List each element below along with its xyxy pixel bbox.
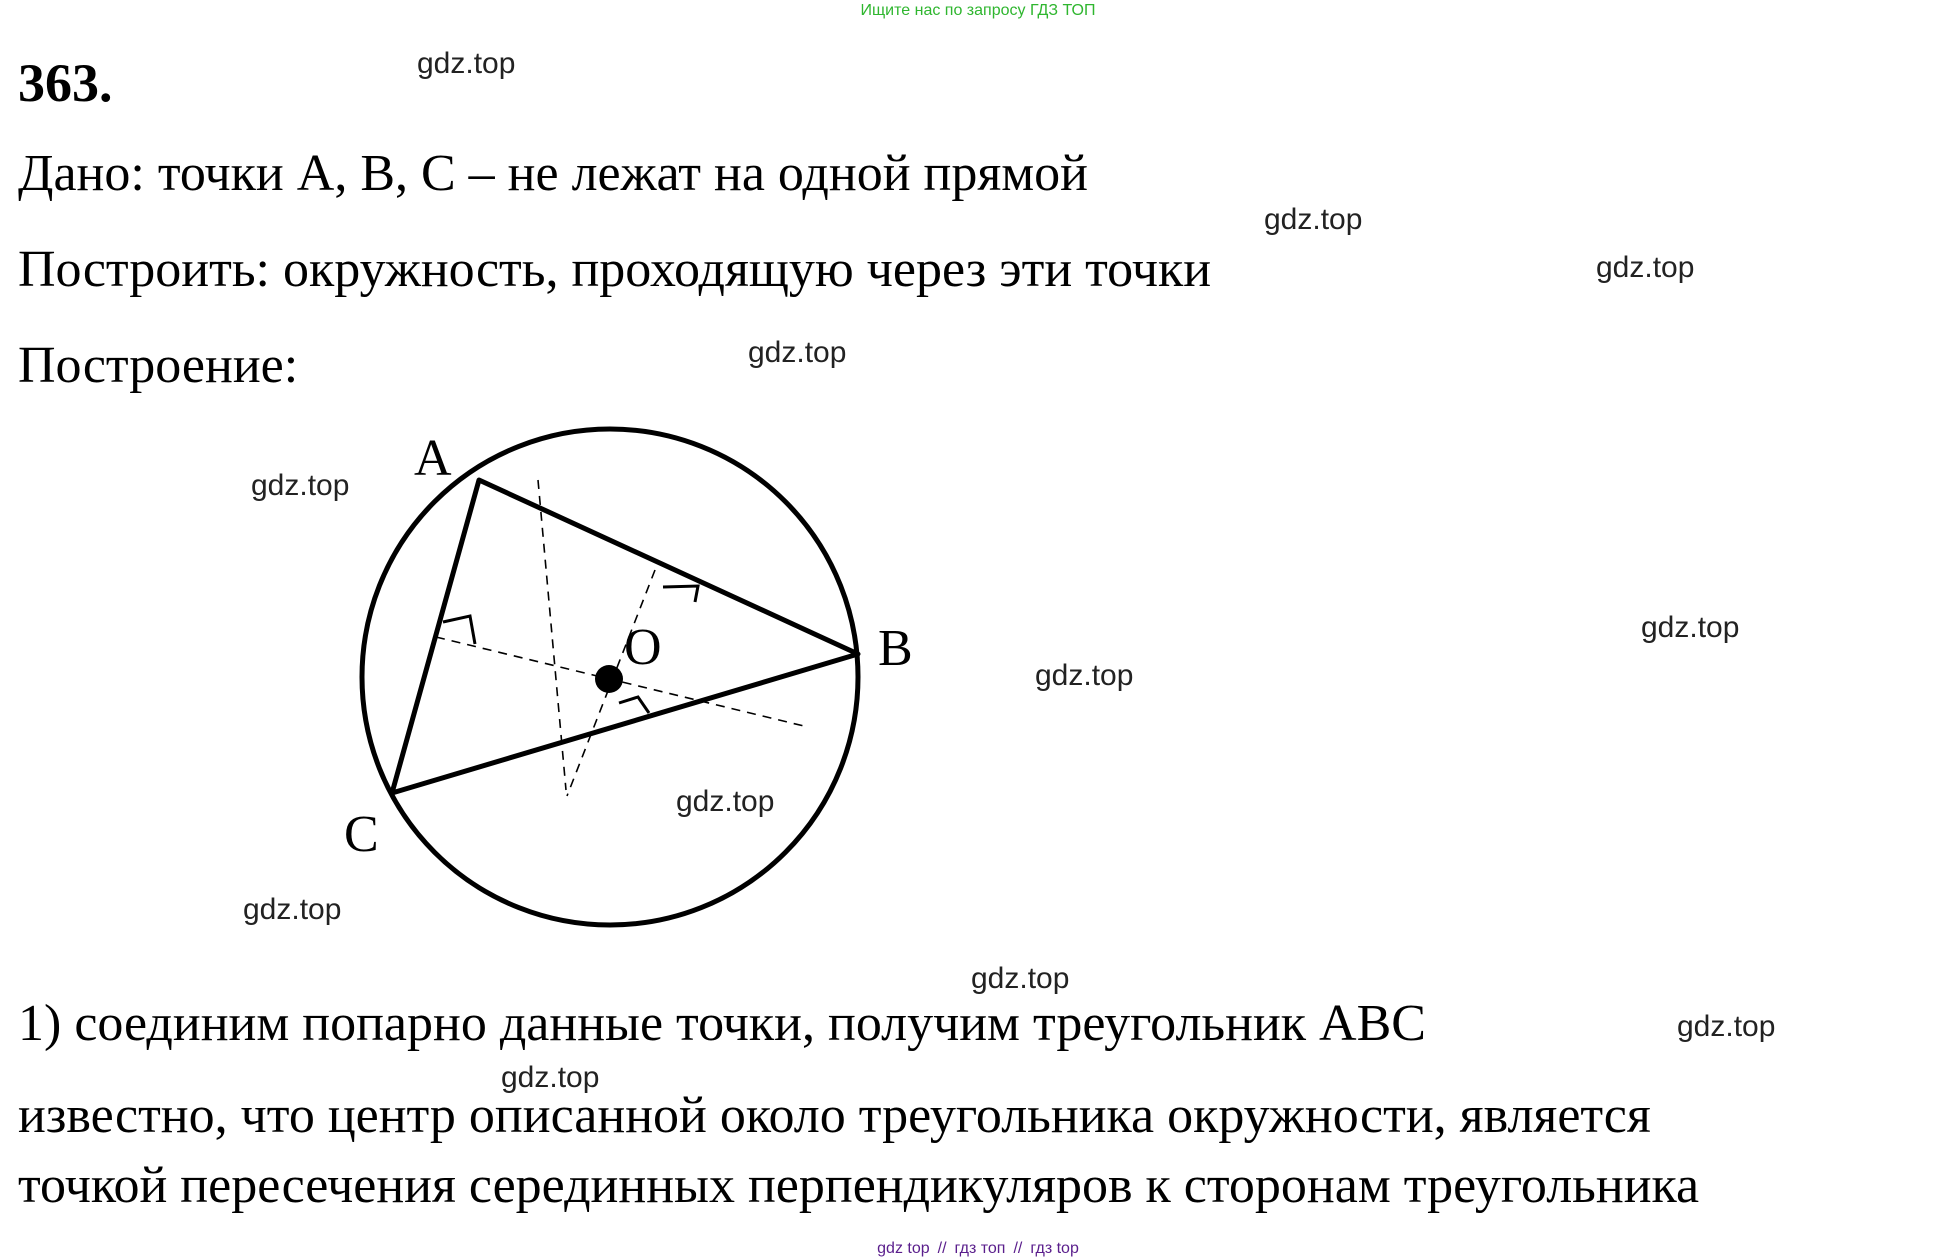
watermark: gdz.top bbox=[417, 47, 516, 80]
explanation-line-2: точкой пересечения серединных перпендикуляров к сторонам треугольника bbox=[18, 1157, 1700, 1214]
footer-separator: // bbox=[937, 1240, 947, 1257]
right-angle-mark-ac bbox=[443, 616, 475, 644]
watermark: gdz.top bbox=[971, 962, 1070, 995]
label-a: A bbox=[414, 430, 452, 487]
footer-link-1[interactable]: gdz top bbox=[877, 1240, 930, 1257]
right-angle-mark-ab bbox=[663, 586, 698, 602]
problem-number: 363. bbox=[18, 53, 113, 113]
construction-label: Построение: bbox=[18, 337, 299, 394]
footer-link-2[interactable]: гдз топ bbox=[954, 1240, 1006, 1257]
right-angle-mark-bc bbox=[619, 697, 649, 713]
watermark: gdz.top bbox=[251, 469, 350, 502]
watermark: gdz.top bbox=[748, 336, 847, 369]
top-banner[interactable]: Ищите нас по запросу ГДЗ ТОП bbox=[860, 2, 1096, 19]
watermark: gdz.top bbox=[1035, 659, 1134, 692]
watermark: gdz.top bbox=[1677, 1010, 1776, 1043]
given-text: Дано: точки A, B, C – не лежат на одной прямой bbox=[18, 145, 1089, 202]
label-b: B bbox=[878, 620, 913, 677]
footer-links bbox=[0, 1240, 1956, 1258]
construct-text: Построить: окружность, проходящую через эти точки bbox=[18, 241, 1212, 298]
center-point-o bbox=[595, 665, 623, 693]
watermark: gdz.top bbox=[501, 1061, 600, 1094]
label-o: O bbox=[624, 619, 662, 676]
label-c: C bbox=[344, 806, 379, 863]
step-1-text: 1) соединим попарно данные точки, получим треугольник ABC bbox=[18, 995, 1426, 1052]
explanation-line-1: известно, что центр описанной около треугольника окружности, является bbox=[18, 1087, 1651, 1144]
footer-separator: // bbox=[1013, 1240, 1023, 1257]
watermark: gdz.top bbox=[676, 785, 775, 818]
watermark: gdz.top bbox=[243, 893, 342, 926]
watermark: gdz.top bbox=[1264, 203, 1363, 236]
watermark: gdz.top bbox=[1596, 251, 1695, 284]
watermark: gdz.top bbox=[1641, 611, 1740, 644]
footer-link-3[interactable]: гдз top bbox=[1030, 1240, 1079, 1257]
